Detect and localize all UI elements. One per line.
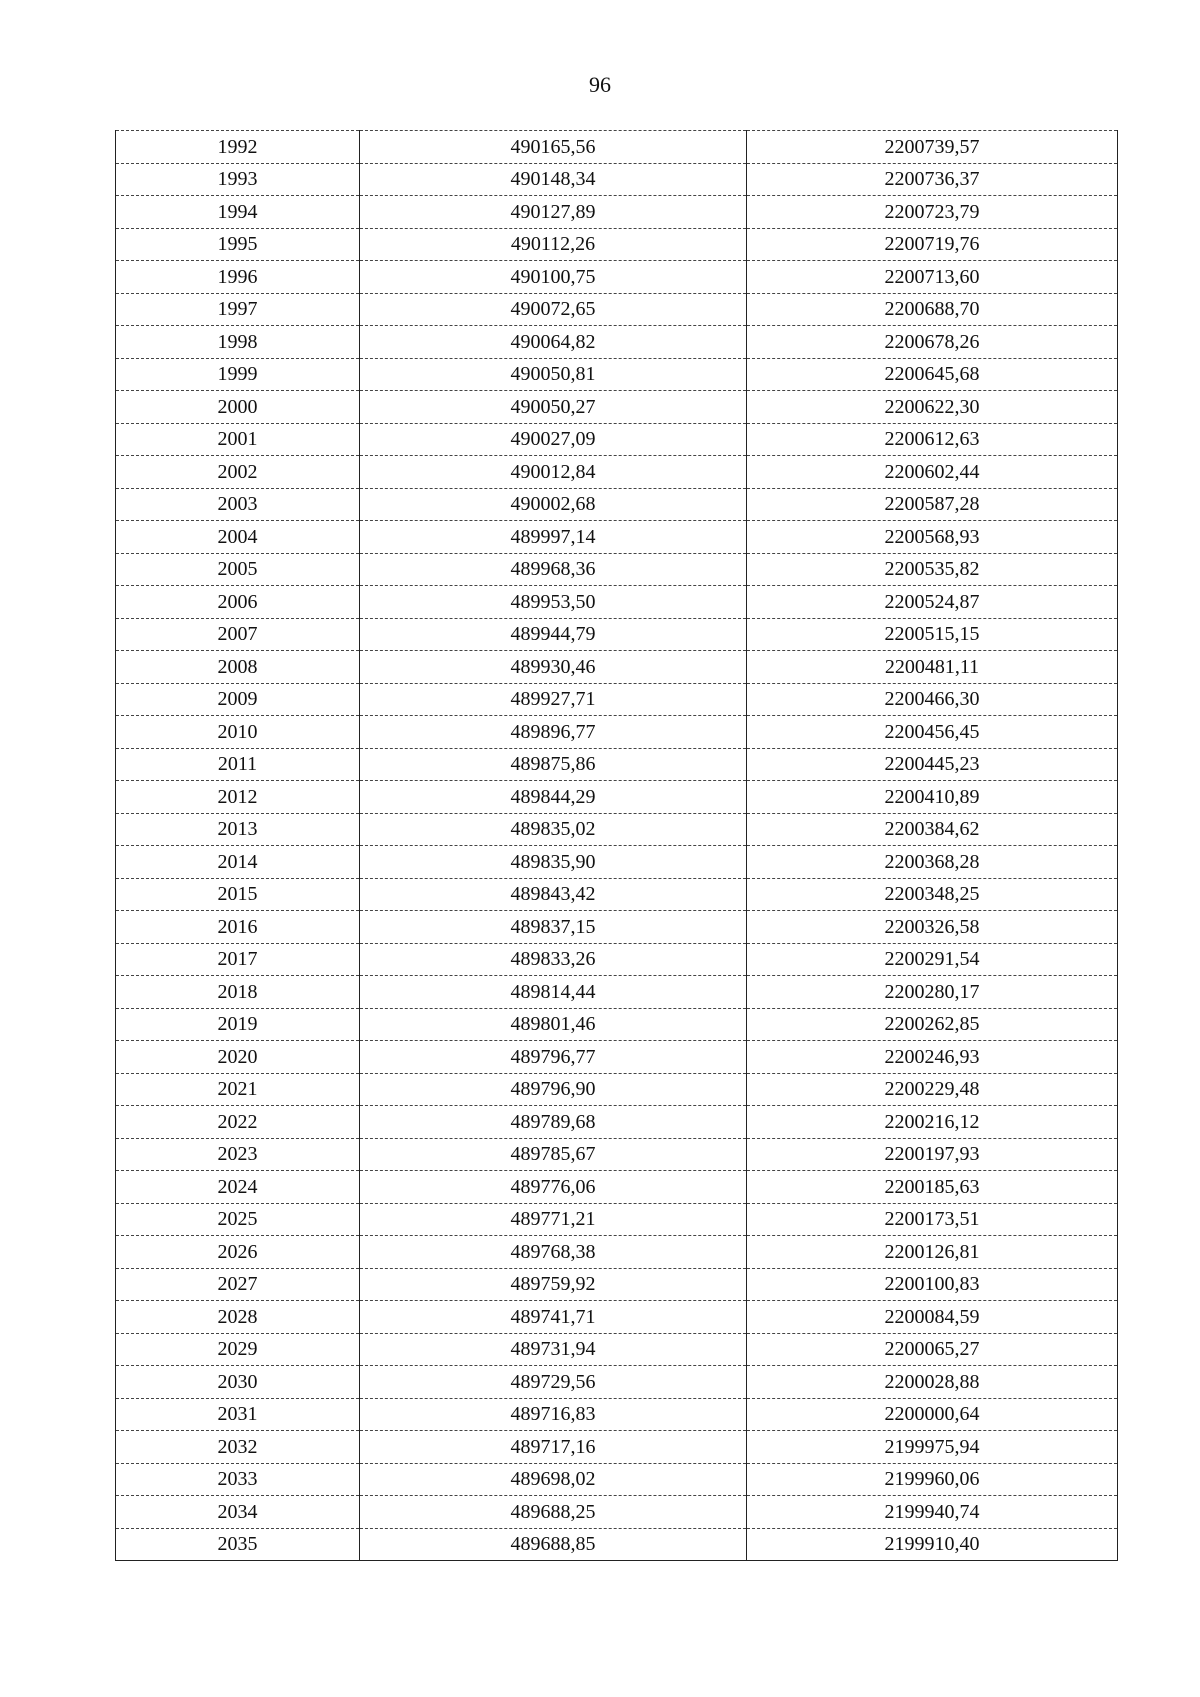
table-row — [116, 651, 1118, 684]
y-coordinate-cell: 2200719,76 — [747, 228, 1118, 261]
x-coordinate-cell: 489814,44 — [360, 976, 747, 1009]
table-row — [116, 326, 1118, 359]
point-number-cell: 2024 — [116, 1171, 360, 1204]
table-row — [116, 846, 1118, 879]
y-coordinate-cell: 2199940,74 — [747, 1496, 1118, 1529]
y-coordinate-cell: 2200466,30 — [747, 683, 1118, 716]
y-coordinate-cell: 2200348,25 — [747, 878, 1118, 911]
point-number-cell: 2026 — [116, 1236, 360, 1269]
y-coordinate-cell: 2200445,23 — [747, 748, 1118, 781]
table-row — [116, 1268, 1118, 1301]
y-coordinate-cell: 2200456,45 — [747, 716, 1118, 749]
x-coordinate-cell: 490148,34 — [360, 163, 747, 196]
point-number-cell: 2034 — [116, 1496, 360, 1529]
y-coordinate-cell: 2200185,63 — [747, 1171, 1118, 1204]
point-number-cell: 1994 — [116, 196, 360, 229]
x-coordinate-cell: 489844,29 — [360, 781, 747, 814]
table-row — [116, 1171, 1118, 1204]
x-coordinate-cell: 489731,94 — [360, 1333, 747, 1366]
table-row — [116, 813, 1118, 846]
coordinates-table — [115, 130, 1118, 1561]
x-coordinate-cell: 489927,71 — [360, 683, 747, 716]
x-coordinate-cell: 489896,77 — [360, 716, 747, 749]
point-number-cell: 2007 — [116, 618, 360, 651]
point-number-cell: 2018 — [116, 976, 360, 1009]
table-row — [116, 1333, 1118, 1366]
y-coordinate-cell: 2200535,82 — [747, 553, 1118, 586]
y-coordinate-cell: 2200568,93 — [747, 521, 1118, 554]
point-number-cell: 1999 — [116, 358, 360, 391]
x-coordinate-cell: 489741,71 — [360, 1301, 747, 1334]
point-number-cell: 2033 — [116, 1463, 360, 1496]
table-row — [116, 1008, 1118, 1041]
table-row — [116, 1138, 1118, 1171]
y-coordinate-cell: 2200368,28 — [747, 846, 1118, 879]
x-coordinate-cell: 489688,25 — [360, 1496, 747, 1529]
y-coordinate-cell: 2200713,60 — [747, 261, 1118, 294]
point-number-cell: 2015 — [116, 878, 360, 911]
point-number-cell: 2020 — [116, 1041, 360, 1074]
point-number-cell: 2016 — [116, 911, 360, 944]
point-number-cell: 2008 — [116, 651, 360, 684]
table-row — [116, 683, 1118, 716]
x-coordinate-cell: 489843,42 — [360, 878, 747, 911]
table-row — [116, 456, 1118, 489]
x-coordinate-cell: 490112,26 — [360, 228, 747, 261]
point-number-cell: 2005 — [116, 553, 360, 586]
x-coordinate-cell: 490165,56 — [360, 131, 747, 164]
point-number-cell: 2029 — [116, 1333, 360, 1366]
coordinates-table-body — [116, 131, 1118, 1561]
y-coordinate-cell: 2200645,68 — [747, 358, 1118, 391]
y-coordinate-cell: 2200216,12 — [747, 1106, 1118, 1139]
y-coordinate-cell: 2200126,81 — [747, 1236, 1118, 1269]
y-coordinate-cell: 2200602,44 — [747, 456, 1118, 489]
point-number-cell: 2001 — [116, 423, 360, 456]
table-row — [116, 521, 1118, 554]
point-number-cell: 2014 — [116, 846, 360, 879]
x-coordinate-cell: 489801,46 — [360, 1008, 747, 1041]
x-coordinate-cell: 489835,90 — [360, 846, 747, 879]
point-number-cell: 1995 — [116, 228, 360, 261]
y-coordinate-cell: 2200736,37 — [747, 163, 1118, 196]
y-coordinate-cell: 2200723,79 — [747, 196, 1118, 229]
x-coordinate-cell: 489688,85 — [360, 1528, 747, 1561]
table-row — [116, 748, 1118, 781]
table-row — [116, 1431, 1118, 1464]
point-number-cell: 1993 — [116, 163, 360, 196]
point-number-cell: 2021 — [116, 1073, 360, 1106]
y-coordinate-cell: 2200326,58 — [747, 911, 1118, 944]
y-coordinate-cell: 2200291,54 — [747, 943, 1118, 976]
point-number-cell: 2027 — [116, 1268, 360, 1301]
point-number-cell: 2028 — [116, 1301, 360, 1334]
x-coordinate-cell: 489768,38 — [360, 1236, 747, 1269]
y-coordinate-cell: 2200515,15 — [747, 618, 1118, 651]
table-row — [116, 261, 1118, 294]
table-row — [116, 1041, 1118, 1074]
point-number-cell: 2003 — [116, 488, 360, 521]
y-coordinate-cell: 2200739,57 — [747, 131, 1118, 164]
x-coordinate-cell: 489833,26 — [360, 943, 747, 976]
x-coordinate-cell: 490064,82 — [360, 326, 747, 359]
table-row — [116, 586, 1118, 619]
point-number-cell: 2031 — [116, 1398, 360, 1431]
table-row — [116, 488, 1118, 521]
point-number-cell: 2006 — [116, 586, 360, 619]
x-coordinate-cell: 489717,16 — [360, 1431, 747, 1464]
table-row — [116, 1236, 1118, 1269]
point-number-cell: 2004 — [116, 521, 360, 554]
x-coordinate-cell: 489759,92 — [360, 1268, 747, 1301]
table-row — [116, 423, 1118, 456]
table-row — [116, 391, 1118, 424]
x-coordinate-cell: 489776,06 — [360, 1171, 747, 1204]
point-number-cell: 2032 — [116, 1431, 360, 1464]
table-row — [116, 358, 1118, 391]
point-number-cell: 1996 — [116, 261, 360, 294]
table-row — [116, 878, 1118, 911]
y-coordinate-cell: 2200384,62 — [747, 813, 1118, 846]
point-number-cell: 2030 — [116, 1366, 360, 1399]
x-coordinate-cell: 490050,81 — [360, 358, 747, 391]
y-coordinate-cell: 2200612,63 — [747, 423, 1118, 456]
x-coordinate-cell: 489698,02 — [360, 1463, 747, 1496]
table-row — [116, 1366, 1118, 1399]
table-row — [116, 618, 1118, 651]
table-row — [116, 943, 1118, 976]
point-number-cell: 2025 — [116, 1203, 360, 1236]
table-row — [116, 228, 1118, 261]
point-number-cell: 2017 — [116, 943, 360, 976]
y-coordinate-cell: 2199960,06 — [747, 1463, 1118, 1496]
table-row — [116, 1106, 1118, 1139]
table-row — [116, 1203, 1118, 1236]
point-number-cell: 2002 — [116, 456, 360, 489]
x-coordinate-cell: 490127,89 — [360, 196, 747, 229]
y-coordinate-cell: 2200065,27 — [747, 1333, 1118, 1366]
table-row — [116, 716, 1118, 749]
table-row — [116, 781, 1118, 814]
y-coordinate-cell: 2199910,40 — [747, 1528, 1118, 1561]
table-row — [116, 553, 1118, 586]
y-coordinate-cell: 2200246,93 — [747, 1041, 1118, 1074]
table-row — [116, 911, 1118, 944]
y-coordinate-cell: 2200100,83 — [747, 1268, 1118, 1301]
point-number-cell: 1998 — [116, 326, 360, 359]
y-coordinate-cell: 2200084,59 — [747, 1301, 1118, 1334]
y-coordinate-cell: 2200197,93 — [747, 1138, 1118, 1171]
x-coordinate-cell: 489835,02 — [360, 813, 747, 846]
point-number-cell: 2013 — [116, 813, 360, 846]
x-coordinate-cell: 490050,27 — [360, 391, 747, 424]
y-coordinate-cell: 2200262,85 — [747, 1008, 1118, 1041]
point-number-cell: 2023 — [116, 1138, 360, 1171]
point-number-cell: 1997 — [116, 293, 360, 326]
point-number-cell: 2012 — [116, 781, 360, 814]
y-coordinate-cell: 2199975,94 — [747, 1431, 1118, 1464]
table-row — [116, 1398, 1118, 1431]
point-number-cell: 2011 — [116, 748, 360, 781]
y-coordinate-cell: 2200688,70 — [747, 293, 1118, 326]
x-coordinate-cell: 489796,77 — [360, 1041, 747, 1074]
x-coordinate-cell: 489771,21 — [360, 1203, 747, 1236]
table-row — [116, 163, 1118, 196]
x-coordinate-cell: 489875,86 — [360, 748, 747, 781]
x-coordinate-cell: 490100,75 — [360, 261, 747, 294]
x-coordinate-cell: 489953,50 — [360, 586, 747, 619]
x-coordinate-cell: 490012,84 — [360, 456, 747, 489]
x-coordinate-cell: 489930,46 — [360, 651, 747, 684]
page-number: 96 — [589, 72, 611, 97]
x-coordinate-cell: 490027,09 — [360, 423, 747, 456]
table-row — [116, 293, 1118, 326]
y-coordinate-cell: 2200622,30 — [747, 391, 1118, 424]
table-row — [116, 1301, 1118, 1334]
y-coordinate-cell: 2200173,51 — [747, 1203, 1118, 1236]
table-row — [116, 1496, 1118, 1529]
point-number-cell: 1992 — [116, 131, 360, 164]
y-coordinate-cell: 2200481,11 — [747, 651, 1118, 684]
y-coordinate-cell: 2200587,28 — [747, 488, 1118, 521]
point-number-cell: 2010 — [116, 716, 360, 749]
y-coordinate-cell: 2200000,64 — [747, 1398, 1118, 1431]
x-coordinate-cell: 489837,15 — [360, 911, 747, 944]
x-coordinate-cell: 489789,68 — [360, 1106, 747, 1139]
point-number-cell: 2009 — [116, 683, 360, 716]
y-coordinate-cell: 2200229,48 — [747, 1073, 1118, 1106]
point-number-cell: 2019 — [116, 1008, 360, 1041]
table-row — [116, 1463, 1118, 1496]
y-coordinate-cell: 2200028,88 — [747, 1366, 1118, 1399]
point-number-cell: 2035 — [116, 1528, 360, 1561]
x-coordinate-cell: 489785,67 — [360, 1138, 747, 1171]
table-row — [116, 976, 1118, 1009]
point-number-cell: 2022 — [116, 1106, 360, 1139]
y-coordinate-cell: 2200410,89 — [747, 781, 1118, 814]
table-row — [116, 196, 1118, 229]
x-coordinate-cell: 489997,14 — [360, 521, 747, 554]
x-coordinate-cell: 489796,90 — [360, 1073, 747, 1106]
x-coordinate-cell: 489716,83 — [360, 1398, 747, 1431]
x-coordinate-cell: 489729,56 — [360, 1366, 747, 1399]
y-coordinate-cell: 2200524,87 — [747, 586, 1118, 619]
table-row — [116, 1073, 1118, 1106]
x-coordinate-cell: 489968,36 — [360, 553, 747, 586]
x-coordinate-cell: 490072,65 — [360, 293, 747, 326]
point-number-cell: 2000 — [116, 391, 360, 424]
y-coordinate-cell: 2200678,26 — [747, 326, 1118, 359]
table-row — [116, 131, 1118, 164]
y-coordinate-cell: 2200280,17 — [747, 976, 1118, 1009]
x-coordinate-cell: 490002,68 — [360, 488, 747, 521]
table-row — [116, 1528, 1118, 1561]
x-coordinate-cell: 489944,79 — [360, 618, 747, 651]
